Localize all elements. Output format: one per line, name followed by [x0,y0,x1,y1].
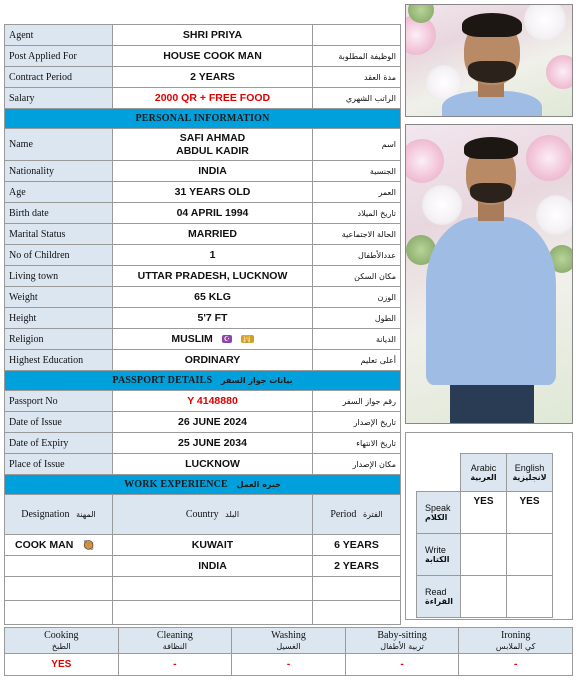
arabic-col-header [461,454,507,492]
full-body-photo [405,124,573,424]
table-row [5,556,401,577]
flower-decoration [405,139,444,183]
read-arabic-value [461,576,507,618]
empty-cell [113,601,313,625]
post-label: Post Applied For [5,46,113,67]
work-designation [5,535,113,556]
empty-cell [313,577,401,601]
hair [462,13,522,37]
table-row [5,577,401,601]
work-country: KUWAIT [113,535,313,556]
marital-label-ar: الحالة الاجتماعية [313,224,401,245]
designation-col-label-ar: المهنة [76,510,96,519]
work-designation [5,556,113,577]
languages-table [416,453,553,618]
skill-cleaning-ar: النظافة [162,641,187,651]
agent-label: Agent [5,25,113,46]
agent-label-ar [313,25,401,46]
skills-table [4,627,573,676]
speak-label-ar: الكلام [425,513,448,522]
education-label: Highest Education [5,350,113,371]
age-label: Age [5,182,113,203]
birth-label-ar: تاريخ الميلاد [313,203,401,224]
flower-decoration [524,4,566,41]
mosque-icon: 🕌 [242,336,252,344]
skill-cleaning-header [118,628,232,654]
birth-label: Birth date [5,203,113,224]
empty-cell [313,601,401,625]
english-col-header [507,454,553,492]
country-col-label-ar: البلد [225,510,240,519]
english-col-label-ar: لانجليزية [512,473,547,482]
flower-decoration [526,135,572,181]
issue-place-label-ar: مكان الإصدار [313,454,401,475]
weight-label: Weight [5,287,113,308]
skill-babysitting-en: Baby-sitting [377,629,427,641]
town-label-ar: مكان السكن [313,266,401,287]
country-col-label: Country [185,509,219,520]
read-label [417,576,461,618]
beard [468,61,516,83]
read-label-en: Read [425,587,447,597]
salary-value: 2000 QR + FREE FOOD [113,88,313,109]
education-value: ORDINARY [113,350,313,371]
name-line1: SAFI AHMAD [179,131,246,144]
issue-date-value: 26 JUNE 2024 [113,412,313,433]
flower-decoration [536,195,573,235]
empty-cell [113,577,313,601]
hair [464,137,518,159]
languages-panel [405,432,573,620]
religion-label: Religion [5,329,113,350]
crescent-icon: ☪ [223,336,230,344]
name-line2: ABDUL KADIR [176,144,249,157]
passport-header-ar: بيانات جواز السفر [220,376,293,385]
empty-cell [5,577,113,601]
cv-main-table [4,24,401,625]
work-period: 2 YEARS [313,556,401,577]
skill-ironing-header [459,628,573,654]
work-header-text: WORK EXPERIENCE [124,479,228,490]
skill-cooking-header [5,628,119,654]
arabic-col-label-ar: العربية [470,473,497,482]
work-period: 6 YEARS [313,535,401,556]
passport-header-text: PASSPORT DETAILS [112,375,213,386]
empty-cell [5,601,113,625]
shirt [426,217,556,385]
religion-label-ar: الديانة [313,329,401,350]
skill-cooking-ar: الطبخ [51,641,71,651]
town-label: Living town [5,266,113,287]
read-english-value [507,576,553,618]
post-value: HOUSE COOK MAN [113,46,313,67]
nationality-value: INDIA [113,161,313,182]
write-label-en: Write [425,545,446,555]
children-value: 1 [113,245,313,266]
english-col-label: English [514,463,545,473]
agent-value: SHRI PRIYA [113,25,313,46]
passport-no-value: Y 4148880 [113,391,313,412]
town-value: UTTAR PRADESH, LUCKNOW [113,266,313,287]
religion-text: MUSLIM [171,333,213,345]
skill-cooking-value: YES [5,654,119,676]
skill-washing-value: - [232,654,346,676]
beard [470,183,512,203]
speak-arabic-value: YES [461,492,507,534]
cooking-pot-icon: 🥘 [83,539,95,550]
personal-info-header: PERSONAL INFORMATION [5,109,401,129]
speak-english-value: YES [507,492,553,534]
write-english-value [507,534,553,576]
portrait-photo [405,4,573,117]
height-label-ar: الطول [313,308,401,329]
expiry-date-value: 25 JUNE 2034 [113,433,313,454]
marital-label: Marital Status [5,224,113,245]
skill-washing-ar: الغسيل [276,641,301,651]
skill-washing-header [232,628,346,654]
read-label-ar: القراءة [425,597,454,606]
skill-cooking-en: Cooking [44,629,79,641]
issue-date-label: Date of Issue [5,412,113,433]
table-row [5,535,401,556]
empty-cell [417,454,461,492]
table-row [5,601,401,625]
write-arabic-value [461,534,507,576]
contract-label: Contract Period [5,67,113,88]
salary-label-ar: الراتب الشهري [313,88,401,109]
weight-value: 65 KLG [113,287,313,308]
skill-cleaning-value: - [118,654,232,676]
speak-label-en: Speak [425,503,451,513]
marital-value: MARRIED [113,224,313,245]
table-row [417,534,553,576]
arabic-col-label: Arabic [470,463,497,473]
passport-header [5,371,401,391]
name-label-ar: اسم [313,129,401,161]
table-row [417,492,553,534]
work-country: INDIA [113,556,313,577]
contract-value: 2 YEARS [113,67,313,88]
table-row [417,576,553,618]
designation-col-label: Designation [21,509,70,520]
skill-ironing-value: - [459,654,573,676]
education-label-ar: أعلى تعليم [313,350,401,371]
period-col-label: Period [330,509,357,520]
flower-decoration [422,185,462,225]
nationality-label-ar: الجنسية [313,161,401,182]
salary-label: Salary [5,88,113,109]
name-label: Name [5,129,113,161]
skill-babysitting-value: - [345,654,459,676]
issue-place-label: Place of Issue [5,454,113,475]
contract-label-ar: مدة العقد [313,67,401,88]
work-header [5,475,401,495]
issue-date-label-ar: تاريخ الإصدار [313,412,401,433]
passport-no-label: Passport No [5,391,113,412]
height-value: 5'7 FT [113,308,313,329]
post-label-ar: الوظيفة المطلوبة [313,46,401,67]
work-header-ar: خبره العمل [236,480,281,489]
expiry-date-label: Date of Expiry [5,433,113,454]
skill-ironing-ar: كي الملابس [495,641,536,651]
issue-place-value: LUCKNOW [113,454,313,475]
period-col-label-ar: الفترة [362,510,383,519]
flower-decoration [546,55,573,89]
write-label-ar: الكتابة [425,555,450,564]
nationality-label: Nationality [5,161,113,182]
skill-babysitting-header [345,628,459,654]
weight-label-ar: الوزن [313,287,401,308]
work-designation-text: COOK MAN [15,539,74,551]
passport-no-label-ar: رقم جواز السفر [313,391,401,412]
children-label: No of Children [5,245,113,266]
country-col-header [113,495,313,535]
birth-value: 04 APRIL 1994 [113,203,313,224]
speak-label [417,492,461,534]
height-label: Height [5,308,113,329]
designation-col-header [5,495,113,535]
skill-ironing-en: Ironing [500,629,531,641]
children-label-ar: عددالأطفال [313,245,401,266]
expiry-date-label-ar: تاريخ الانتهاء [313,433,401,454]
religion-value [113,329,313,350]
skill-washing-en: Washing [271,629,306,641]
period-col-header [313,495,401,535]
skill-babysitting-ar: تربية الأطفال [380,641,424,651]
name-value [113,129,313,161]
write-label [417,534,461,576]
skill-cleaning-en: Cleaning [156,629,193,641]
age-value: 31 YEARS OLD [113,182,313,203]
age-label-ar: العمر [313,182,401,203]
